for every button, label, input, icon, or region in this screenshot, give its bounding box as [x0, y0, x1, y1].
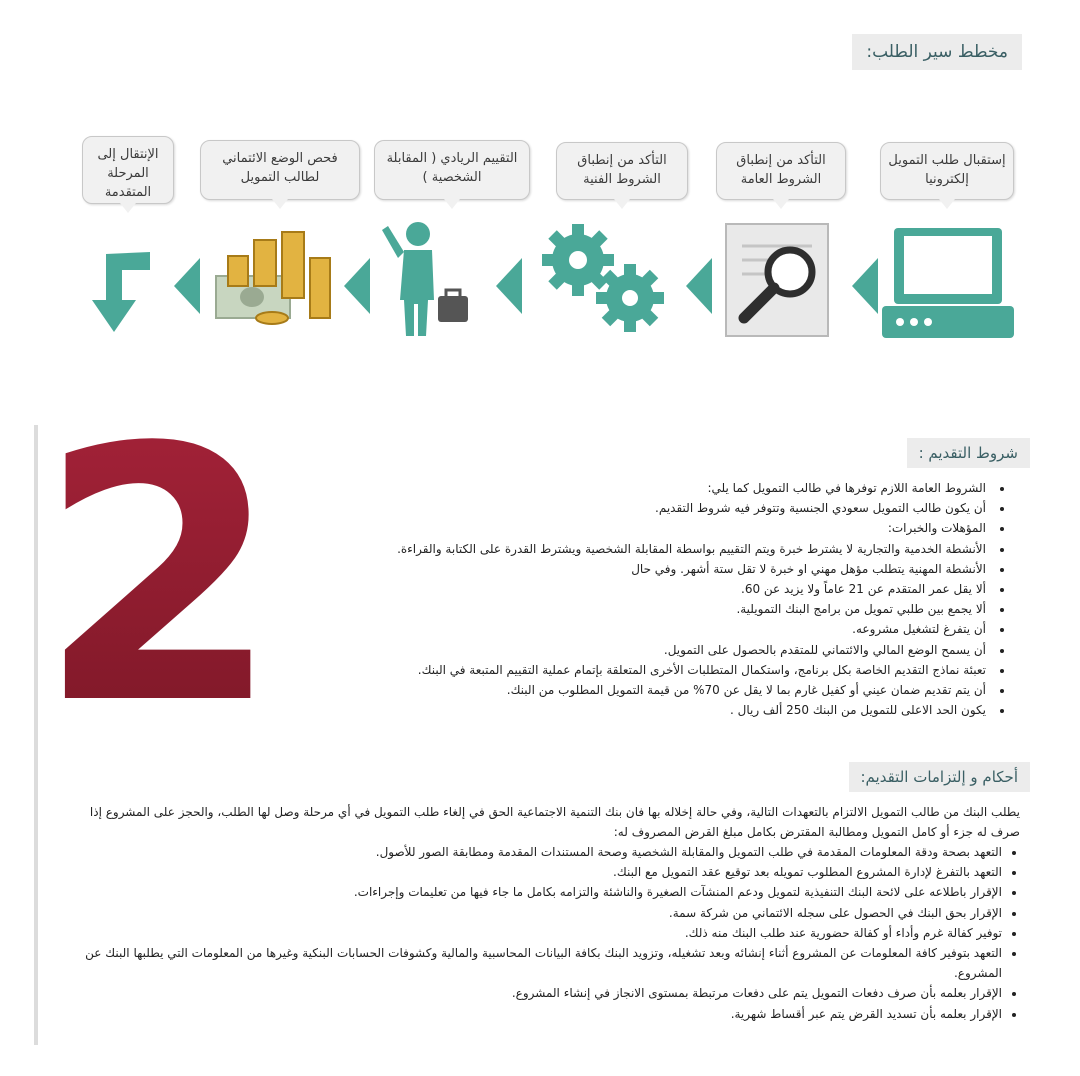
- big-number: [37, 373, 281, 781]
- list-item: • الأنشطة الخدمية والتجارية لا يشترط خبرة ويتم التقييم بواسطة المقابلة الشخصية ويشترط القدرة على الكتابة والقراءة.: [290, 539, 990, 559]
- page-title: مخطط سير الطلب:: [852, 34, 1022, 70]
- list-item: • أن يتم تقديم ضمان عيني أو كفيل غارم بما لا يقل عن 70% من قيمة التمويل المطلوب من البنك.: [290, 680, 990, 700]
- list-item: • التعهد بصحة ودقة المعلومات المقدمة في طلب التمويل والمقابلة الشخصية وصحة المستندات المقدمة ومطابقة الصور للأصول.: [60, 842, 1002, 862]
- list-item: • المؤهلات والخبرات:: [290, 518, 990, 538]
- turn-down-arrow-icon: [88, 248, 154, 334]
- flow-arrow-3: [496, 258, 522, 314]
- list-item: • الشروط العامة اللازم توفرها في طالب التمويل كما يلي:: [290, 478, 990, 498]
- list-item: • الأنشطة المهنية يتطلب مؤهل مهني او خبرة لا تقل ستة أشهر. وفي حال: [290, 559, 990, 579]
- step-bubble-6: الإنتقال إلى المرحلة المتقدمة: [82, 136, 174, 204]
- computer-icon: [880, 224, 1016, 340]
- person-briefcase-icon: [380, 212, 472, 338]
- step-bubble-3: التأكد من إنطباق الشروط الفنية: [556, 142, 688, 200]
- conditions-list: [60, 842, 1020, 1024]
- list-item: • ألا يقل عمر المتقدم عن 21 عاماً ولا يزيد عن 60.: [290, 579, 990, 599]
- magnifier-document-icon: [722, 222, 832, 340]
- list-item: • أن يتفرغ لتشغيل مشروعه.: [290, 619, 990, 639]
- conditions-title: أحكام و إلتزامات التقديم:: [849, 762, 1031, 792]
- big-number-text: 2: [37, 373, 281, 781]
- step-bubble-2: التأكد من إنطباق الشروط العامة: [716, 142, 846, 200]
- list-item: • ألا يجمع بين طلبي تمويل من برامج البنك التمويلية.: [290, 599, 990, 619]
- list-item: • التعهد بالتفرغ لإدارة المشروع المطلوب تمويله بعد توقيع عقد التمويل مع البنك.: [60, 862, 1002, 882]
- gears-icon: [538, 222, 666, 334]
- list-item: • توفير كفالة غرم وأداء أو كفالة حضورية عند طلب البنك منه ذلك.: [60, 923, 1002, 943]
- list-item: • الإقرار باطلاعه على لائحة البنك التنفيذية لتمويل ودعم المنشآت الصغيرة والناشئة والتزامه بكامل ما جاء فيها من تعليمات وإجراءات.: [60, 882, 1002, 902]
- list-item: • أن يسمح الوضع المالي والائتماني للمتقدم بالحصول على التمويل.: [290, 640, 990, 660]
- list-item: • الإقرار بحق البنك في الحصول على سجله الائتماني من شركة سمة.: [60, 903, 1002, 923]
- requirements-list: [290, 478, 1008, 720]
- list-item: • أن يكون طالب التمويل سعودي الجنسية وتتوفر فيه شروط التقديم.: [290, 498, 990, 518]
- requirements-title: شروط التقديم :: [907, 438, 1030, 468]
- list-item: • التعهد بتوفير كافة المعلومات عن المشروع أثناء إنشائه وبعد تشغيله، وتزويد البنك بكافة البيانات المحاسبية والمالية وكشوفات الحسابات البنكية وغيرها من المعلومات التي يطلبها البنك عن المشروع.: [60, 943, 1002, 983]
- flow-arrow-2: [686, 258, 712, 314]
- list-item: • تعبئة نماذج التقديم الخاصة بكل برنامج، واستكمال المتطلبات الأخرى المتعلقة بإتمام عملية التقييم المتبعة في البنك.: [290, 660, 990, 680]
- flow-arrow-1: [852, 258, 878, 314]
- list-item: • يكون الحد الاعلى للتمويل من البنك 250 ألف ريال .: [290, 700, 990, 720]
- step-bubble-4: التقييم الريادي ( المقابلة الشخصية ): [374, 140, 530, 200]
- flow-arrow-5: [174, 258, 200, 314]
- list-item: • الإقرار بعلمه بأن تسديد القرض يتم عبر أقساط شهرية.: [60, 1004, 1002, 1024]
- step-bubble-5: فحص الوضع الائتماني لطالب التمويل: [200, 140, 360, 200]
- list-item: • الإقرار بعلمه بأن صرف دفعات التمويل يتم على دفعات مرتبطة بمستوى الانجاز في إنشاء المشروع.: [60, 983, 1002, 1003]
- conditions-intro: يطلب البنك من طالب التمويل الالتزام بالتعهدات التالية، وفي حالة إخلاله بها فان بنك التنمية الاجتماعية الحق في إلغاء طلب التمويل في أي مرحلة وصل لها الطلب، والحجز على المشروع إذا صرف له جزء أو كامل التمويل ومطالبة المقترض بكامل مبلغ القرض المصروف له:: [89, 805, 1020, 839]
- flow-arrow-4: [344, 258, 370, 314]
- coins-money-icon: [212, 228, 338, 332]
- step-bubble-1: إستقبال طلب التمويل إلكترونيا: [880, 142, 1014, 200]
